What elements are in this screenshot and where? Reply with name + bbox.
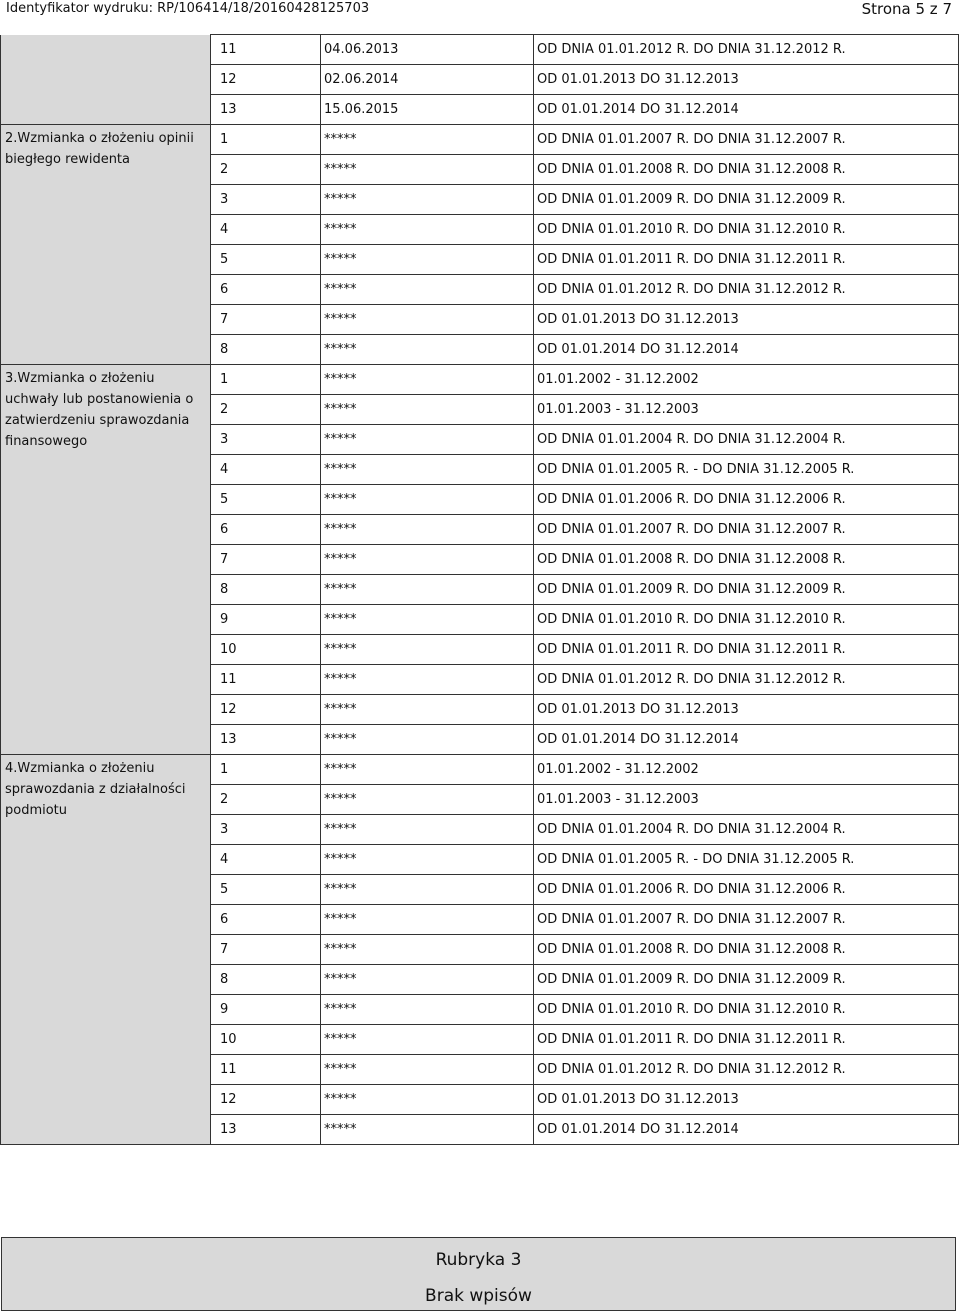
entry-date: ***** (321, 1115, 534, 1145)
entry-number: 1 (211, 365, 321, 395)
entry-period: OD DNIA 01.01.2008 R. DO DNIA 31.12.2008 R. (534, 545, 959, 575)
entry-period: OD 01.01.2014 DO 31.12.2014 (534, 95, 959, 125)
entry-date: ***** (321, 785, 534, 815)
entry-date: ***** (321, 545, 534, 575)
entry-number: 4 (211, 845, 321, 875)
entry-period: OD DNIA 01.01.2011 R. DO DNIA 31.12.2011 R. (534, 245, 959, 275)
entry-date: ***** (321, 815, 534, 845)
entry-period: 01.01.2002 - 31.12.2002 (534, 755, 959, 785)
entry-number: 3 (211, 815, 321, 845)
page-number: Strona 5 z 7 (861, 0, 952, 18)
entry-period: OD DNIA 01.01.2007 R. DO DNIA 31.12.2007 R. (534, 125, 959, 155)
entry-date: ***** (321, 935, 534, 965)
rubryka-title: Rubryka 3 (435, 1250, 522, 1270)
entry-period: OD DNIA 01.01.2011 R. DO DNIA 31.12.2011 R. (534, 1025, 959, 1055)
entry-date: 15.06.2015 (321, 95, 534, 125)
table-row (1, 365, 959, 395)
entry-number: 11 (211, 1055, 321, 1085)
entry-date: 02.06.2014 (321, 65, 534, 95)
entry-date: ***** (321, 995, 534, 1025)
entry-date: ***** (321, 875, 534, 905)
entry-date: ***** (321, 635, 534, 665)
entry-number: 12 (211, 65, 321, 95)
entry-period: OD DNIA 01.01.2006 R. DO DNIA 31.12.2006 R. (534, 485, 959, 515)
entry-period: OD 01.01.2013 DO 31.12.2013 (534, 695, 959, 725)
entry-date: ***** (321, 365, 534, 395)
entry-number: 8 (211, 335, 321, 365)
entry-number: 10 (211, 1025, 321, 1055)
entry-number: 11 (211, 35, 321, 65)
entry-number: 2 (211, 785, 321, 815)
entry-number: 5 (211, 245, 321, 275)
entry-date: ***** (321, 425, 534, 455)
entry-number: 4 (211, 455, 321, 485)
entry-date: ***** (321, 335, 534, 365)
print-identifier: Identyfikator wydruku: RP/106414/18/20160428125703 (6, 1, 370, 16)
entry-period: 01.01.2002 - 31.12.2002 (534, 365, 959, 395)
entry-number: 12 (211, 1085, 321, 1115)
entry-date: ***** (321, 695, 534, 725)
entry-period: OD DNIA 01.01.2012 R. DO DNIA 31.12.2012 R. (534, 665, 959, 695)
entry-number: 3 (211, 425, 321, 455)
entry-number: 2 (211, 155, 321, 185)
entry-date: 04.06.2013 (321, 35, 534, 65)
entry-number: 1 (211, 125, 321, 155)
entry-date: ***** (321, 575, 534, 605)
entry-period: OD DNIA 01.01.2011 R. DO DNIA 31.12.2011 R. (534, 635, 959, 665)
entry-period: OD DNIA 01.01.2004 R. DO DNIA 31.12.2004 R. (534, 815, 959, 845)
entry-number: 13 (211, 1115, 321, 1145)
entry-date: ***** (321, 725, 534, 755)
entry-date: ***** (321, 485, 534, 515)
entry-period: OD DNIA 01.01.2008 R. DO DNIA 31.12.2008 R. (534, 155, 959, 185)
entry-date: ***** (321, 665, 534, 695)
entry-period: OD DNIA 01.01.2007 R. DO DNIA 31.12.2007 R. (534, 515, 959, 545)
entry-number: 7 (211, 935, 321, 965)
entry-number: 3 (211, 185, 321, 215)
entry-period: 01.01.2003 - 31.12.2003 (534, 395, 959, 425)
entry-number: 2 (211, 395, 321, 425)
entry-number: 7 (211, 545, 321, 575)
entry-date: ***** (321, 245, 534, 275)
table-row (1, 755, 959, 785)
entry-number: 9 (211, 605, 321, 635)
entry-period: OD 01.01.2013 DO 31.12.2013 (534, 305, 959, 335)
entry-number: 4 (211, 215, 321, 245)
entry-number: 10 (211, 635, 321, 665)
entry-date: ***** (321, 1025, 534, 1055)
entry-date: ***** (321, 1085, 534, 1115)
section-label: 3.Wzmianka o złożeniu uchwały lub postanowienia o zatwierdzeniu sprawozdania finansowego (1, 365, 211, 755)
section-continuation (1, 35, 211, 125)
entry-number: 8 (211, 575, 321, 605)
entry-period: OD DNIA 01.01.2012 R. DO DNIA 31.12.2012 R. (534, 275, 959, 305)
entry-period: OD DNIA 01.01.2007 R. DO DNIA 31.12.2007 R. (534, 905, 959, 935)
entry-period: OD DNIA 01.01.2010 R. DO DNIA 31.12.2010 R. (534, 995, 959, 1025)
entry-period: OD DNIA 01.01.2012 R. DO DNIA 31.12.2012 R. (534, 35, 959, 65)
entry-period: OD 01.01.2014 DO 31.12.2014 (534, 335, 959, 365)
rubryka-3-box (1, 1237, 956, 1311)
entries-table (0, 34, 959, 1145)
entry-date: ***** (321, 1055, 534, 1085)
entry-period: OD DNIA 01.01.2006 R. DO DNIA 31.12.2006 R. (534, 875, 959, 905)
entry-period: OD DNIA 01.01.2009 R. DO DNIA 31.12.2009 R. (534, 185, 959, 215)
entry-period: OD DNIA 01.01.2005 R. - DO DNIA 31.12.2005 R. (534, 455, 959, 485)
entry-period: OD DNIA 01.01.2008 R. DO DNIA 31.12.2008 R. (534, 935, 959, 965)
entry-period: OD DNIA 01.01.2005 R. - DO DNIA 31.12.2005 R. (534, 845, 959, 875)
entry-number: 6 (211, 905, 321, 935)
entry-number: 7 (211, 305, 321, 335)
entry-number: 13 (211, 95, 321, 125)
entry-number: 6 (211, 275, 321, 305)
entry-date: ***** (321, 905, 534, 935)
entry-number: 11 (211, 665, 321, 695)
entry-date: ***** (321, 125, 534, 155)
entry-period: OD DNIA 01.01.2004 R. DO DNIA 31.12.2004 R. (534, 425, 959, 455)
entry-period: OD DNIA 01.01.2010 R. DO DNIA 31.12.2010 R. (534, 215, 959, 245)
entry-period: OD DNIA 01.01.2012 R. DO DNIA 31.12.2012 R. (534, 1055, 959, 1085)
entry-period: OD 01.01.2014 DO 31.12.2014 (534, 725, 959, 755)
page-header (0, 0, 960, 20)
entry-period: OD 01.01.2013 DO 31.12.2013 (534, 65, 959, 95)
entry-date: ***** (321, 455, 534, 485)
entry-period: 01.01.2003 - 31.12.2003 (534, 785, 959, 815)
table-row (1, 35, 959, 65)
entry-period: OD 01.01.2014 DO 31.12.2014 (534, 1115, 959, 1145)
entry-period: OD DNIA 01.01.2010 R. DO DNIA 31.12.2010 R. (534, 605, 959, 635)
entry-period: OD DNIA 01.01.2009 R. DO DNIA 31.12.2009 R. (534, 965, 959, 995)
entry-date: ***** (321, 305, 534, 335)
entry-date: ***** (321, 185, 534, 215)
entry-date: ***** (321, 965, 534, 995)
entry-number: 8 (211, 965, 321, 995)
entry-number: 12 (211, 695, 321, 725)
table-row (1, 125, 959, 155)
entry-date: ***** (321, 155, 534, 185)
entry-number: 13 (211, 725, 321, 755)
section-label: 2.Wzmianka o złożeniu opinii biegłego rewidenta (1, 125, 211, 365)
entry-number: 5 (211, 485, 321, 515)
entry-date: ***** (321, 515, 534, 545)
entry-date: ***** (321, 755, 534, 785)
entry-date: ***** (321, 845, 534, 875)
rubryka-subtitle: Brak wpisów (425, 1286, 532, 1306)
entry-date: ***** (321, 395, 534, 425)
section-label: 4.Wzmianka o złożeniu sprawozdania z działalności podmiotu (1, 755, 211, 1145)
entry-number: 1 (211, 755, 321, 785)
entry-date: ***** (321, 275, 534, 305)
entry-number: 6 (211, 515, 321, 545)
entry-number: 5 (211, 875, 321, 905)
entry-number: 9 (211, 995, 321, 1025)
entry-date: ***** (321, 215, 534, 245)
entry-date: ***** (321, 605, 534, 635)
entry-period: OD 01.01.2013 DO 31.12.2013 (534, 1085, 959, 1115)
entry-period: OD DNIA 01.01.2009 R. DO DNIA 31.12.2009 R. (534, 575, 959, 605)
